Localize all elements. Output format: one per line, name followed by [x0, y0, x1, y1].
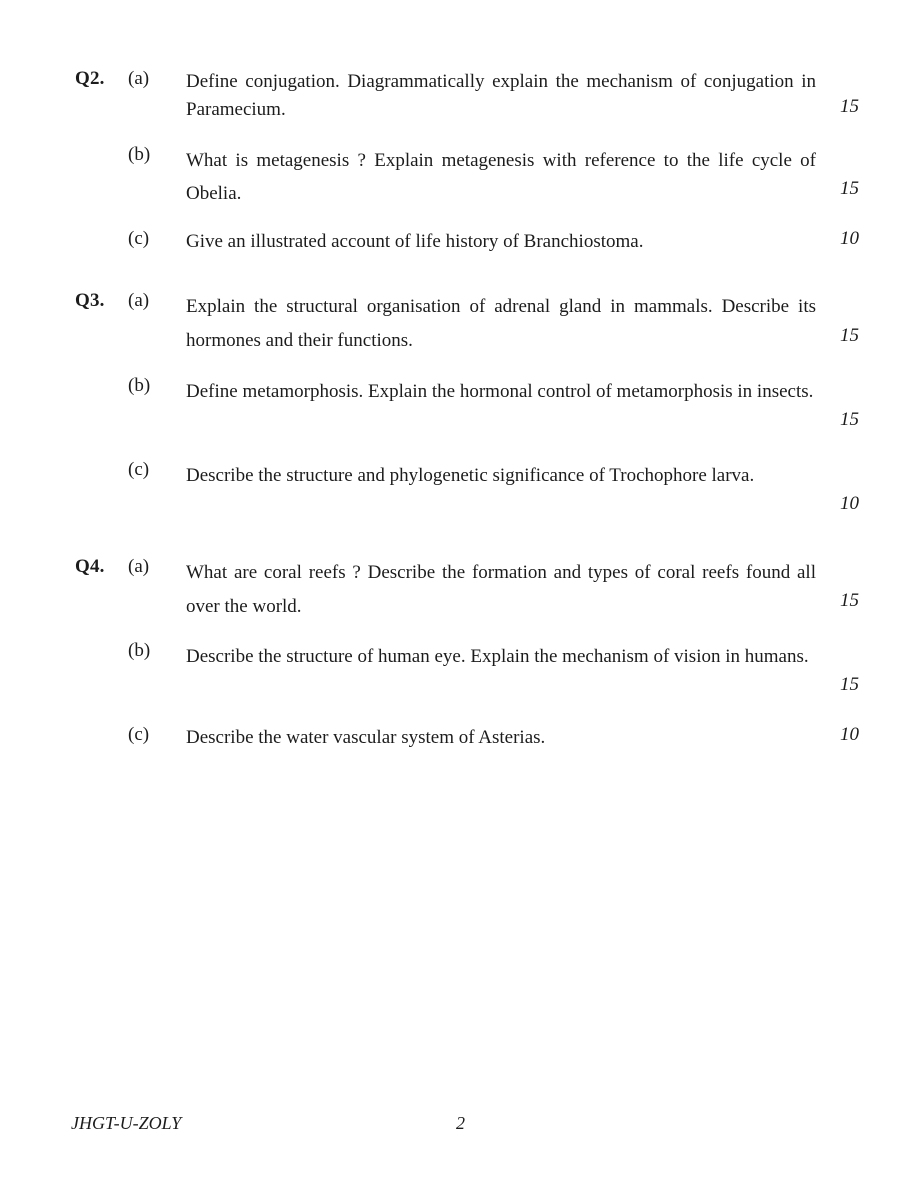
page-number: 2: [456, 1113, 465, 1133]
part-label: (a): [128, 68, 150, 89]
marks: 15: [840, 590, 859, 611]
question-number: Q2.: [75, 68, 105, 89]
question-text: Define conjugation. Diagrammatically explain the mechanism of conjugation in Paramecium.: [186, 71, 816, 120]
marks: 15: [840, 178, 859, 199]
question-text: Describe the structure and phylogenetic significance of Trochophore larva.: [186, 465, 755, 486]
part-label: (a): [128, 290, 150, 311]
part-label: (b): [128, 144, 151, 165]
marks: 10: [840, 724, 859, 745]
question-number: Q4.: [75, 556, 105, 577]
marks: 15: [840, 96, 859, 117]
question-number: Q3.: [75, 290, 105, 311]
marks: 10: [840, 228, 859, 249]
part-label: (c): [128, 228, 150, 249]
question-text: Define metamorphosis. Explain the hormonal control of metamorphosis in insects.: [186, 381, 814, 402]
part-label: (c): [128, 459, 150, 480]
question-text: Describe the water vascular system of Asterias.: [186, 727, 546, 748]
question-text: What is metagenesis ? Explain metagenesis with reference to the life cycle of Obelia.: [186, 150, 816, 204]
marks: 15: [840, 409, 859, 430]
part-label: (b): [128, 640, 151, 661]
marks: 10: [840, 493, 859, 514]
part-label: (c): [128, 724, 150, 745]
part-label: (b): [128, 375, 151, 396]
marks: 15: [840, 325, 859, 346]
question-text: Explain the structural organisation of adrenal gland in mammals. Describe its hormones and their functions.: [186, 296, 816, 351]
paper-code: JHGT-U-ZOLY: [71, 1113, 182, 1133]
question-text: Describe the structure of human eye. Explain the mechanism of vision in humans.: [186, 646, 809, 667]
part-label: (a): [128, 556, 150, 577]
question-text: Give an illustrated account of life history of Branchiostoma.: [186, 231, 644, 252]
question-text: What are coral reefs ? Describe the formation and types of coral reefs found all over the world.: [186, 562, 816, 617]
marks: 15: [840, 674, 859, 695]
